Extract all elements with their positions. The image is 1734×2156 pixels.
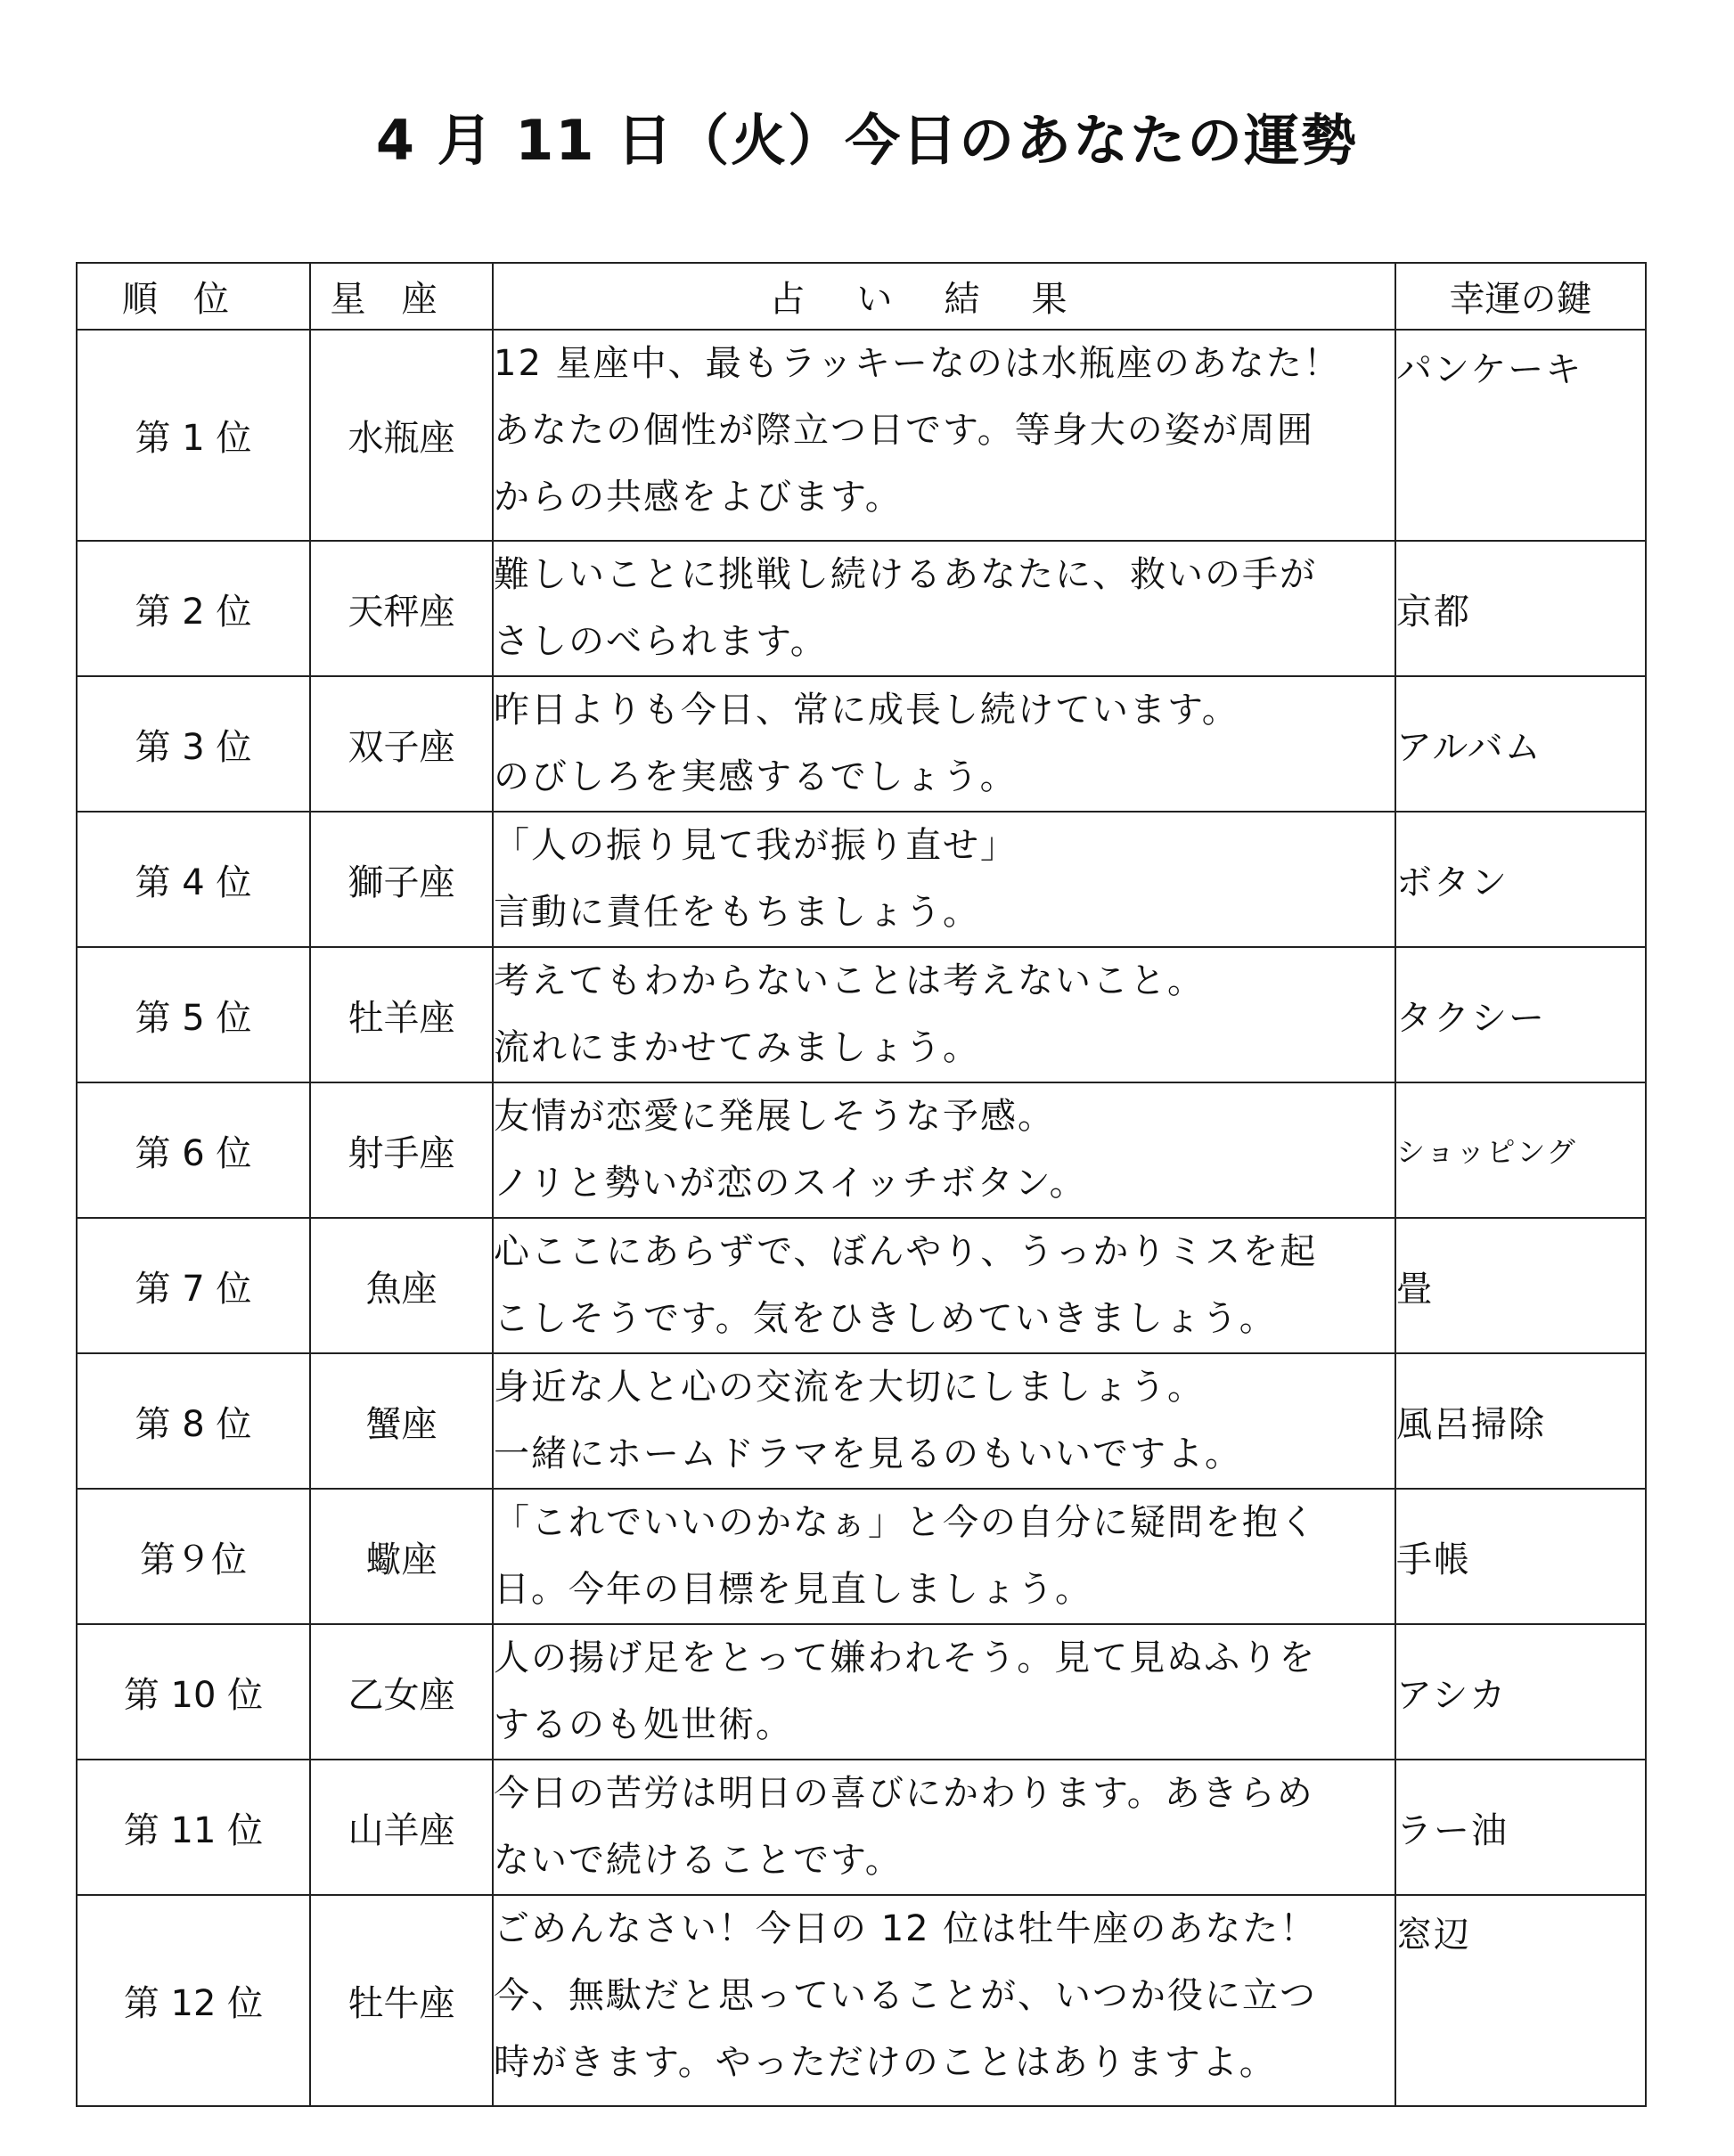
rank-cell: 第 1 位 <box>77 330 310 541</box>
result-cell <box>493 947 1395 1082</box>
header-sign: 星座 <box>310 263 493 330</box>
rank-cell: 第 12 位 <box>77 1895 310 2106</box>
rank-cell: 第 11 位 <box>77 1760 310 1895</box>
result-cell <box>493 541 1395 676</box>
sign-cell: 乙女座 <box>310 1624 493 1760</box>
lucky-key-cell: アルバム <box>1395 676 1646 812</box>
rank-cell: 第 4 位 <box>77 812 310 947</box>
sign-cell: 山羊座 <box>310 1760 493 1895</box>
lucky-key-cell: 風呂掃除 <box>1395 1353 1646 1489</box>
result-line: ごめんなさい！今日の 12 位は牡牛座のあなた！ <box>494 1908 1318 1949</box>
result-line: するのも処世術。 <box>494 1704 793 1745</box>
table-row <box>77 1489 1646 1624</box>
sign-cell: 射手座 <box>310 1082 493 1218</box>
result-line: こしそうです。気をひきしめていきましょう。 <box>494 1298 1277 1339</box>
page-title: 4 月 11 日（火）今日のあなたの運勢 <box>375 108 1359 173</box>
result-line: からの共感をよびます。 <box>494 477 903 518</box>
result-line: 心ここにあらずで、ぼんやり、うっかりミスを起 <box>494 1231 1318 1272</box>
lucky-key-cell: パンケーキ <box>1395 330 1646 541</box>
table-row <box>77 1624 1646 1760</box>
sign-cell: 牡牛座 <box>310 1895 493 2106</box>
result-line: 今日の苦労は明日の喜びにかわります。あきらめ <box>494 1773 1314 1814</box>
result-cell <box>493 676 1395 812</box>
lucky-key-cell: 手帳 <box>1395 1489 1646 1624</box>
header-rank: 順位 <box>77 263 310 330</box>
result-cell <box>493 812 1395 947</box>
sign-cell: 双子座 <box>310 676 493 812</box>
table-row <box>77 1760 1646 1895</box>
result-line: 「これでいいのかなぁ」と今の自分に疑問を抱く <box>494 1502 1317 1543</box>
result-line: 友情が恋愛に発展しそうな予感。 <box>494 1096 1055 1137</box>
rank-cell: 第 2 位 <box>77 541 310 676</box>
lucky-key-cell: アシカ <box>1395 1624 1646 1760</box>
lucky-key-cell: 京都 <box>1395 541 1646 676</box>
table-row <box>77 1082 1646 1218</box>
result-line: 身近な人と心の交流を大切にしましょう。 <box>494 1367 1205 1408</box>
lucky-key-cell: ラー油 <box>1395 1760 1646 1895</box>
lucky-key-cell: 畳 <box>1395 1218 1646 1353</box>
table-row <box>77 1353 1646 1489</box>
result-line: ノリと勢いが恋のスイッチボタン。 <box>494 1163 1087 1204</box>
rank-cell: 第 10 位 <box>77 1624 310 1760</box>
table-row <box>77 1218 1646 1353</box>
header-result: 占い結果 <box>493 263 1395 330</box>
lucky-key-cell: ボタン <box>1395 812 1646 947</box>
result-line: 考えてもわからないことは考えないこと。 <box>494 960 1205 1001</box>
table-row <box>77 330 1646 541</box>
result-line: 今、無駄だと思っていることが、いつか役に立つ <box>494 1975 1317 2016</box>
rank-cell: 第 7 位 <box>77 1218 310 1353</box>
rank-cell: 第９位 <box>77 1489 310 1624</box>
result-line: のびしろを実感するでしょう。 <box>494 756 1018 797</box>
lucky-key-cell: ショッピング <box>1395 1082 1646 1218</box>
table-row <box>77 676 1646 812</box>
result-line: 流れにまかせてみましょう。 <box>494 1027 980 1068</box>
result-cell <box>493 1082 1395 1218</box>
lucky-key-cell: 窓辺 <box>1395 1895 1646 2106</box>
result-line: さしのべられます。 <box>494 621 828 662</box>
result-cell <box>493 1624 1395 1760</box>
sign-cell: 魚座 <box>310 1218 493 1353</box>
result-cell <box>493 1760 1395 1895</box>
result-line: 一緒にホームドラマを見るのもいいですよ。 <box>494 1433 1242 1474</box>
sign-cell: 獅子座 <box>310 812 493 947</box>
result-line: 12 星座中、最もラッキーなのは水瓶座のあなた！ <box>494 343 1341 384</box>
lucky-key-cell: タクシー <box>1395 947 1646 1082</box>
result-cell <box>493 330 1395 541</box>
result-line: 言動に責任をもちましょう。 <box>494 892 980 933</box>
result-cell <box>493 1353 1395 1489</box>
header-lucky-key: 幸運の鍵 <box>1395 263 1646 330</box>
result-line: 昨日よりも今日、常に成長し続けています。 <box>494 690 1239 731</box>
sign-cell: 牡羊座 <box>310 947 493 1082</box>
table-row <box>77 1895 1646 2106</box>
result-cell <box>493 1218 1395 1353</box>
table-header-row <box>77 263 1646 330</box>
rank-cell: 第 3 位 <box>77 676 310 812</box>
result-line: ないで続けることです。 <box>494 1840 903 1881</box>
result-line: 難しいことに挑戦し続けるあなたに、救いの手が <box>494 554 1317 595</box>
table-row <box>77 812 1646 947</box>
sign-cell: 蟹座 <box>310 1353 493 1489</box>
result-line: 日。今年の目標を見直しましょう。 <box>494 1569 1092 1610</box>
sign-cell: 天秤座 <box>310 541 493 676</box>
result-line: 時がきます。やっただけのことはありますよ。 <box>494 2042 1277 2083</box>
rank-cell: 第 6 位 <box>77 1082 310 1218</box>
result-line: 人の揚げ足をとって嫌われそう。見て見ぬふりを <box>494 1637 1317 1678</box>
rank-cell: 第 8 位 <box>77 1353 310 1489</box>
rank-cell: 第 5 位 <box>77 947 310 1082</box>
fortune-table <box>76 262 1647 2107</box>
result-line: 「人の振り見て我が振り直せ」 <box>494 825 1018 866</box>
sign-cell: 水瓶座 <box>310 330 493 541</box>
table-row <box>77 541 1646 676</box>
table-row <box>77 947 1646 1082</box>
result-cell <box>493 1895 1395 2106</box>
sign-cell: 蠍座 <box>310 1489 493 1624</box>
result-cell <box>493 1489 1395 1624</box>
result-line: あなたの個性が際立つ日です。等身大の姿が周囲 <box>494 410 1314 451</box>
